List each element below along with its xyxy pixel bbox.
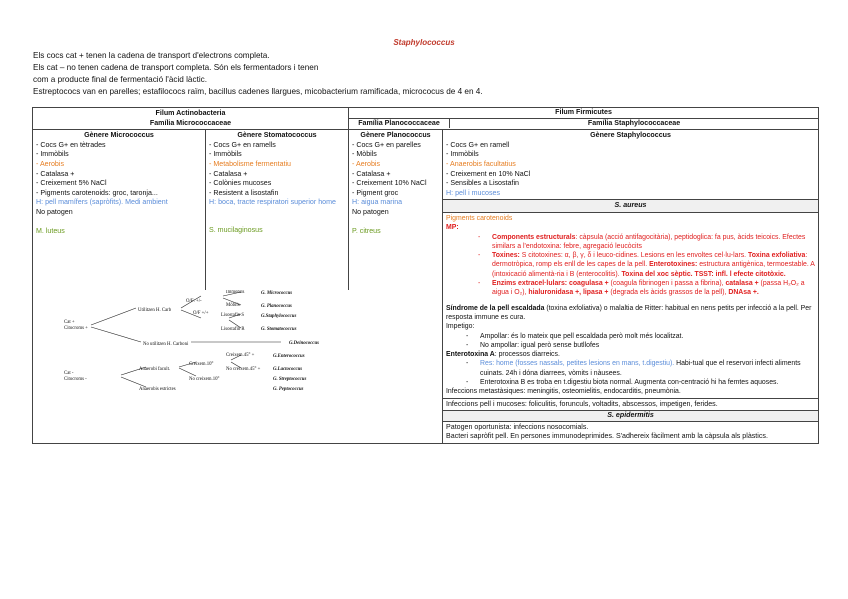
anaerobis-estrictes: Anaerobis estrictes [139,387,176,393]
phylum-firmicutes: Filum Firmicutes Família Planococcaceae Família Staphylococcaceae [349,108,819,130]
cat-pos: Cat + [64,320,75,326]
lisostafin-r: Lisostafin R [221,327,245,333]
creixem45: Creixem.45° + [226,353,255,359]
genus-micrococcus: Gènere Micrococcus - Cocs G+ en tètrades - Immòbils - Aerobis - Catalasa + - Creixement 5% NaCl - Pigments carotenoids: groc, taronja... H: pell mamífers (sapròfits). Medi ambient No patogen M. luteus [33,130,206,291]
of-plus: O/F: +/- [186,299,202,305]
taxon-staphylococcus: G.Staphylococcus [261,314,297,320]
taxon-planococcus: G. Planococcus [261,304,292,310]
taxon-streptococcus: G. Streptococcus [273,377,307,383]
s-aureus-skin-infections: Infeccions pell i mucoses: foliculitis, forunculs, voltadits, abscessos, impetigen, ferides. [443,398,819,411]
citocroms-neg: Citocroms - [64,377,87,383]
taxon-enterococcus: G.Enterococcus [273,354,305,360]
no-utilitzen: No utilitzen H. Carboni [143,342,189,348]
cat-neg: Cat - [64,371,74,377]
taxon-deinococcus: G.Deinococcus [289,341,319,347]
intro-line: Els cat – no tenen cadena de transport completa. Són els fermentadors i tenen [33,63,319,72]
species-s-mucilaginosus: S. mucilaginosus [209,225,263,234]
anaerobi: Anaerobi facult. [139,367,171,373]
species-m-luteus: M. luteus [36,226,65,235]
intro-line: com a producte final de fermentació l'àcid làctic. [33,75,208,84]
s-epidermidis-section: S. epidermitis Patogen oportunista: infeccions nosocomials. Bacteri sapròfit pell. En persones immunodeprimides. S'adhereix fàcilment amb la càpsula als plàstics. [443,411,819,444]
genus-planococcus: Gènere Planococcus - Cocs G+ en parelles - Mòbils - Aerobis - Catalasa + - Creixement 10% NaCl - Pigment groc H: aigua marina No patogen P. citreus [349,130,443,291]
family-planococcaceae: Família Planococcaceae [349,119,450,129]
mobils: Mòbils [226,303,240,309]
genus-stomatococcus: Gènere Stomatococcus - Cocs G+ en ramells - Immòbils - Metabolisme fermentatiu - Catalasa + - Colònies mucoses - Resistent a lisostafin H: boca, tracte respiratori superior home S. mucilaginosus [206,130,349,291]
of-pm: O/F +/+ [193,311,209,317]
creixem10: Creixem.10° [189,362,214,368]
phylum-actinobacteria: Filum Actinobacteria Família Micrococcaceae [33,108,349,130]
taxon-micrococcus: G. Micrococcus [261,291,293,297]
taxon-lactococcus: G.Lactococcus [273,367,303,373]
s-aureus-header: S. aureus [443,200,819,213]
immobils: Immòbils [226,290,245,296]
taxon-peptococcus: G. Peptococcus [273,387,304,393]
citocroms-pos: Citocroms + [64,326,88,332]
intro-text [33,50,483,98]
utilitzen-carb: Utilitzen H. Carb [138,308,172,314]
family-staphylococcaceae: Família Staphylococcaceae [587,118,681,127]
intro-line: Els cocs cat + tenen la cadena de transport d'electrons completa. [33,51,270,60]
diagram-cell [33,290,443,443]
classification-diagram [61,290,373,402]
lisostafin-s: Lisostafin S [221,313,245,319]
classification-table [32,107,819,444]
species-p-citreus: P. citreus [352,226,381,235]
genus-staphylococcus: Gènere Staphylococcus - Cocs G+ en ramell - Immòbils - Anaerobis facultatius - Creixement en 10% NaCl - Sensibles a Lisostafin H: pell i mucoses [443,130,819,200]
intro-line: Estreptococs van en parelles; estafilococs raïm, bacillus cadenes llargues, micobacterium ramificada, micrococus de 4 en 4. [33,87,483,96]
s-epidermidis-header: S. epidermitis [443,411,818,422]
no-creixem45: No creixem.45° + [226,367,261,373]
no-creixem10: No creixem.10° [189,377,220,383]
taxon-stomatococcus: G. Stomatococcus [261,327,297,333]
s-aureus-section: Pigments carotenoids MP: - Components estructurals: càpsula (acció antifagocitària), peptidoglica: fa pus, àcids teicoics. Efectes similars a l'endotoxina: febre, agregació leucòcits - Toxines: S citotoxines: α, β, γ, δ i leuco-cidines. Lesions en les envoltes cel·lu-lars. Toxina exfoliativa: dermotròpica, romp els enll de les capes de la pell. Enterotoxines: estructura antigènica, termoestable. A (intoxicació alimentà-ria i B (enterocolitis). Toxina del xoc sèptic. TSST: infl. l efecte citotòxic. - Enzims extracel·lulars: coagulasa + (coagula fibrinogen i passa a fibrina), catalasa + (passa H₂O₂ a aigua i O₂), hialuronidasa +, lipasa + (degrada els àcids grassos de la pell), DNAsa +. Síndrome de la pell escaldada (toxina exfoliativa) o malaltia de Ritter: habitual en nens petits per infecció a la pell. Per resposta immune es cura. Impetigo: - Ampollar: és lo mateix que pell escaldada però molt més localitzat. - No ampollar: igual però sense butllofes Enterotoxina A: processos diarreics. - Res: home (fosses nassals, petites lesions en mans, t.digestiu). Habi-tual que el reservori infecti aliments cuinats. 24h i dóna diarrees, vòmits i nàusees. - Enterotoxina B es troba en t.digestiu biota normal. Augmenta con-centració hi ha femtes aquoses. Infeccions metastàsiques: meningitis, osteomielitis, endocarditis, pneumònia. [443,212,819,398]
page-title: Staphylococcus [393,38,455,47]
